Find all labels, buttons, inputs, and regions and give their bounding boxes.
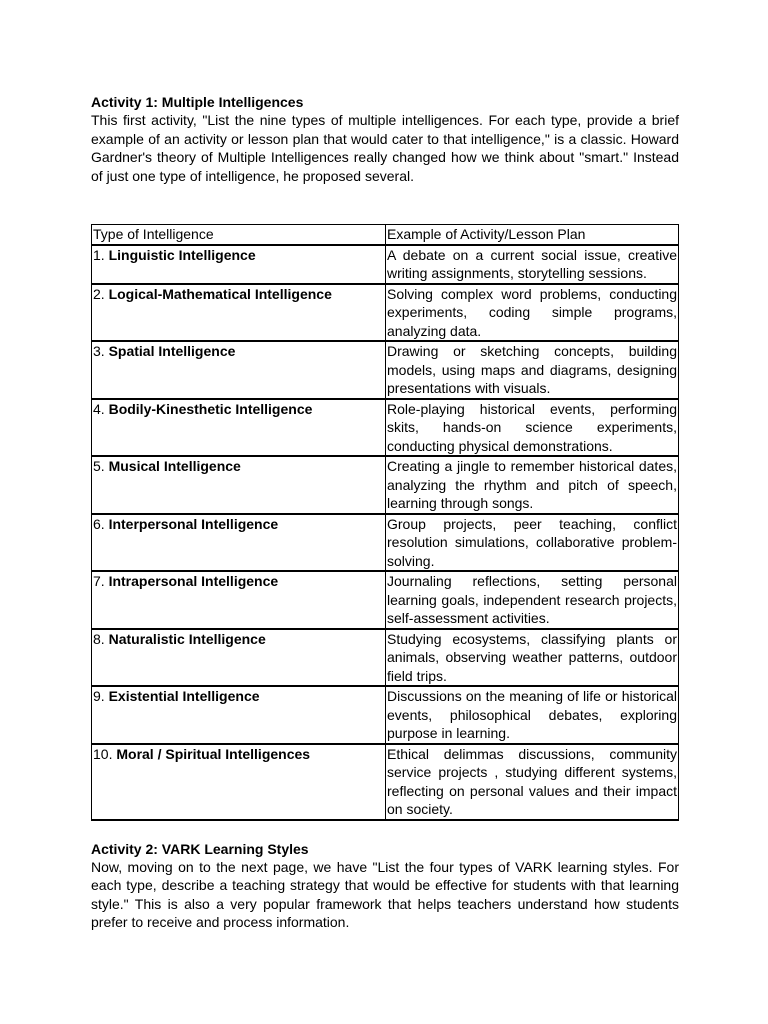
intelligence-number: 1.: [93, 246, 109, 263]
intelligence-name: Interpersonal Intelligence: [108, 515, 279, 532]
activity-example-cell: Ethical delimmas discussions, community service projects , studying different systems, reflecting on personal values and their impact on society.: [386, 744, 679, 820]
intelligence-number: 5.: [93, 458, 109, 474]
intelligence-number: 6.: [93, 515, 109, 532]
intelligence-type-cell: [92, 571, 386, 629]
activity-example-cell: Studying ecosystems, classifying plants or animals, observing weather patterns, outdoor field trips.: [386, 629, 679, 687]
intelligence-number: 2.: [93, 285, 109, 302]
table-row: [92, 744, 679, 820]
intelligence-name: Moral / Spiritual Intelligences: [116, 745, 311, 762]
table-row: [92, 571, 679, 629]
intelligence-name: Spatial Intelligence: [108, 343, 236, 359]
table-header-row: [92, 225, 679, 245]
table-row: [92, 341, 679, 399]
table-row: [92, 245, 679, 284]
intelligence-name: Naturalistic Intelligence: [108, 630, 266, 647]
activity-example-cell: Solving complex word problems, conducting experiments, coding simple programs, analyzing data.: [386, 284, 679, 342]
intelligence-number: 4.: [93, 400, 109, 417]
intelligence-type-cell: [92, 456, 386, 514]
intelligence-type-cell: [92, 399, 386, 457]
table-row: [92, 284, 679, 342]
intelligence-type-cell: [92, 744, 386, 820]
table-row: [92, 456, 679, 514]
activity1-intro: This first activity, "List the nine types of multiple intelligences. For each type, provide a brief example of an activity or lesson plan that would cater to that intelligence," is a classic. Howard Gardner's theory of Multiple Intelligences really changed how we think about "smart." Instead of just one type of intelligence, he proposed several.: [91, 112, 679, 184]
table-row: [92, 629, 679, 687]
activity2-body: Now, moving on to the next page, we have "List the four types of VARK learning styles. For each type, describe a teaching strategy that would be effective for students with that learning style." This is also a very popular framework that helps teachers understand how students prefer to receive and process information.: [91, 858, 679, 930]
header-type: Type of Intelligence: [92, 225, 386, 245]
table-row: [92, 399, 679, 457]
intelligence-number: 8.: [93, 630, 109, 647]
intelligence-type-cell: [92, 284, 386, 342]
document-page: [91, 93, 679, 932]
intelligence-type-cell: [92, 686, 386, 744]
intelligence-number: 3.: [93, 343, 109, 359]
activity1-heading: Activity 1: Multiple Intelligences: [91, 94, 304, 110]
activity-example-cell: Journaling reflections, setting personal learning goals, independent research projects, self-assessment activities.: [386, 571, 679, 629]
activity-example-cell: Discussions on the meaning of life or historical events, philosophical debates, exploring purpose in learning.: [386, 686, 679, 744]
activity-example-cell: Drawing or sketching concepts, building models, using maps and diagrams, designing presentations with visuals.: [386, 341, 679, 399]
intelligences-table: [91, 224, 679, 821]
intelligence-number: 9.: [93, 688, 109, 704]
intelligence-name: Intrapersonal Intelligence: [108, 573, 279, 589]
activity-example-cell: Group projects, peer teaching, conflict resolution simulations, collaborative problem-solving.: [386, 514, 679, 572]
intelligence-number: 7.: [93, 573, 109, 589]
intelligence-name: Existential Intelligence: [108, 688, 260, 704]
intelligence-type-cell: [92, 514, 386, 572]
activity-example-cell: Role-playing historical events, performing skits, hands-on science experiments, conducting physical demonstrations.: [386, 399, 679, 457]
activity-example-cell: Creating a jingle to remember historical dates, analyzing the rhythm and pitch of speech, learning through songs.: [386, 456, 679, 514]
intelligence-type-cell: [92, 245, 386, 284]
table-row: [92, 514, 679, 572]
table-row: [92, 686, 679, 744]
activity2-heading: Activity 2: VARK Learning Styles: [91, 840, 309, 857]
activity-example-cell: A debate on a current social issue, creative writing assignments, storytelling sessions.: [386, 245, 679, 284]
intelligence-name: Logical-Mathematical Intelligence: [108, 285, 332, 302]
intelligence-name: Musical Intelligence: [108, 458, 241, 474]
intelligence-name: Linguistic Intelligence: [108, 246, 256, 263]
intelligence-type-cell: [92, 629, 386, 687]
intelligence-type-cell: [92, 341, 386, 399]
intelligence-name: Bodily-Kinesthetic Intelligence: [108, 400, 313, 417]
intelligence-number: 10.: [93, 745, 117, 762]
header-example: Example of Activity/Lesson Plan: [386, 225, 679, 245]
